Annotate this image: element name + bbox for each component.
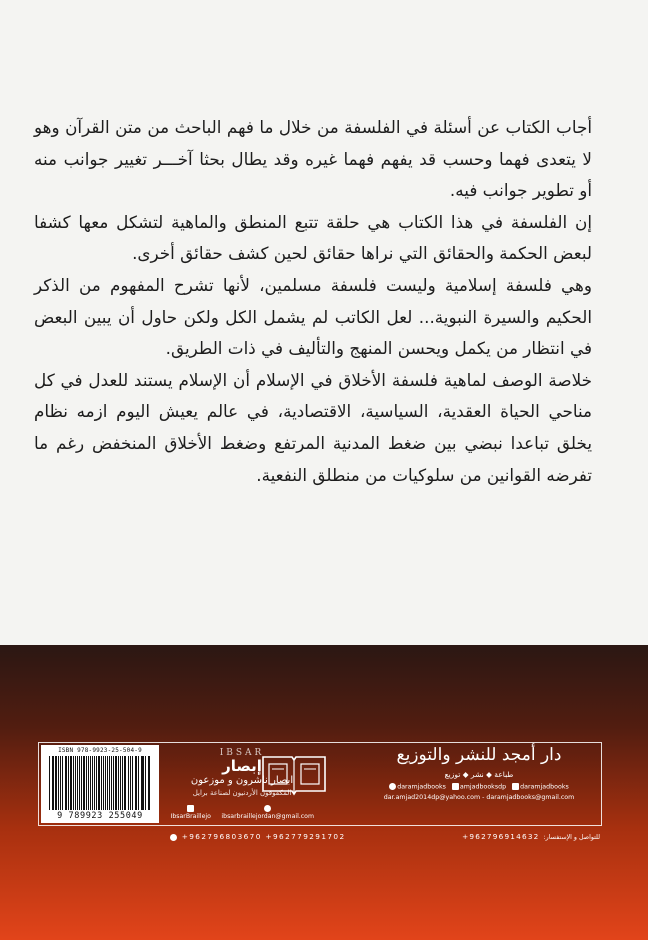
barcode-bar [96, 756, 97, 810]
barcode-bar [62, 756, 63, 810]
barcode-bar [70, 756, 72, 810]
amjad-tagline: طباعة ◆ نشر ◆ توزيع [444, 770, 514, 779]
barcode-bar [124, 756, 125, 810]
paragraph-3: وهي فلسفة إسلامية وليست فلسفة مسلمين، لأنها تشرح المفهوم من الذكر الحكيم والسيرة النبوية... لعل الكاتب لم يشمل الكل ولكن حاول أن يبين البعض في انتظار من يكمل ويحسن المنهج والتأليف في ذات الطريق. [34, 274, 592, 359]
barcode-bar [83, 756, 85, 810]
barcode-bar [60, 756, 61, 810]
email-icon [264, 805, 271, 812]
barcode-bar [52, 756, 53, 810]
barcode-bar [141, 756, 142, 810]
barcode-bars [49, 756, 151, 810]
barcode-bar [145, 756, 146, 810]
isbn-number: 9 789923 255049 [57, 811, 143, 821]
ibsar-subtitle: المكفوفون الأردنيون لصناعة برايل [192, 789, 292, 797]
ibsar-email: ibsarbraillejordan@gmail.com [218, 805, 317, 820]
barcode-bar [90, 756, 91, 810]
barcode-bar [128, 756, 129, 810]
barcode-bar [103, 756, 104, 810]
publisher-panel [38, 742, 602, 826]
barcode-bar [68, 756, 69, 810]
ibsar-latin-wordmark: IBSAR [219, 748, 265, 758]
ibsar-facebook: IbsarBraillejo [167, 805, 214, 820]
barcode-bar [149, 756, 150, 810]
barcode-bar [111, 756, 112, 810]
barcode-bar [132, 756, 133, 810]
open-book-icon [259, 751, 329, 797]
twitter-icon [389, 783, 396, 790]
barcode-bar [86, 756, 87, 810]
facebook-icon [452, 783, 459, 790]
barcode-bar [105, 756, 106, 810]
barcode-bar [130, 756, 132, 810]
barcode-bar [138, 756, 139, 810]
barcode-bar [88, 756, 89, 810]
amjad-instagram: daramjadbooks [512, 783, 569, 791]
paragraph-1: أجاب الكتاب عن أسئلة في الفلسفة من خلال ما فهم الباحث من متن القرآن وهو لا يتعدى فهما وحسب قد يفهم فهما غيره وقد يطال بحثا آخـــر تغيير جوانب منه أو تطوير جوانب فيه. [34, 117, 592, 201]
barcode-bar [73, 756, 74, 810]
barcode-bar [49, 756, 50, 810]
barcode-bar [125, 756, 126, 810]
amjad-title: دار أمجد للنشر والتوزيع [396, 745, 562, 765]
barcode-bar [135, 756, 136, 810]
barcode-bar [118, 756, 119, 810]
barcode-bar [115, 756, 117, 810]
barcode-bar [55, 756, 57, 810]
barcode-bar [79, 756, 80, 810]
ibsar-arabic-wordmark: إبصار [222, 757, 262, 775]
barcode-bar [120, 756, 121, 810]
phone-icon [170, 834, 177, 841]
amjad-emails: dar.amjad2014dp@yahoo.com - daramjadbooks@gmail.com [383, 794, 575, 801]
amjad-social-links [357, 783, 601, 791]
barcode-bar [92, 756, 93, 810]
amjad-contact-label: للتواصل و الإستفسار: [543, 834, 600, 841]
barcode-bar [65, 756, 66, 810]
barcode-bar [109, 756, 110, 810]
paragraph-2: إن الفلسفة في هذا الكتاب هي حلقة تتبع المنطق والماهية لتشكل معها كشفا لبعض الحكمة والحقائق التي نراها حقائق لحين كشف حقائق أخرى. [34, 211, 592, 264]
amjad-facebook: amjadbooksdp [452, 783, 506, 791]
facebook-icon [187, 805, 194, 812]
barcode-bar [77, 756, 78, 810]
barcode-bar [53, 756, 54, 810]
barcode-bar [107, 756, 108, 810]
paragraph-4: خلاصة الوصف لماهية فلسفة الأخلاق في الإسلام أن الإسلام يستند للعدل في كل مناحي الحياة العقدية، السياسية، الاقتصادية، في عالم يعيش اليوم ازمه نظام يخلق تباعدا نبضي بين ضغط المدنية المرتفع وضغط الأخلاق المنخفض رغم ما تفرضه القوانين من سلوكيات من منطلق النفعية. [34, 369, 592, 485]
barcode-bar [122, 756, 123, 810]
barcode-bar [58, 756, 59, 810]
barcode-bar [81, 756, 82, 810]
instagram-icon [512, 783, 519, 790]
phone-row [38, 830, 602, 844]
barcode-bar [66, 756, 67, 810]
barcode-bar [113, 756, 114, 810]
barcode-bar [94, 756, 95, 810]
ibsar-contacts [167, 805, 317, 820]
barcode-bar [142, 756, 144, 810]
isbn-barcode [41, 745, 159, 823]
amjad-phones: +962796914632 للتواصل و الإستفسار: [462, 832, 600, 841]
barcode-bar [75, 756, 76, 810]
isbn-label: ISBN 978-9923-25-504-9 [58, 747, 142, 754]
blurb-text [34, 112, 592, 491]
barcode-bar [101, 756, 102, 810]
amjad-twitter: daramjadbooks [389, 783, 446, 791]
barcode-bar [98, 756, 100, 810]
barcode-bar [148, 756, 149, 810]
barcode-bar [136, 756, 137, 810]
amjad-publisher-logo [357, 745, 601, 823]
ibsar-phones: +962796803670 +962779291702 [170, 832, 346, 841]
ibsar-name: ابصار ناشرون و موزعون [190, 775, 294, 786]
